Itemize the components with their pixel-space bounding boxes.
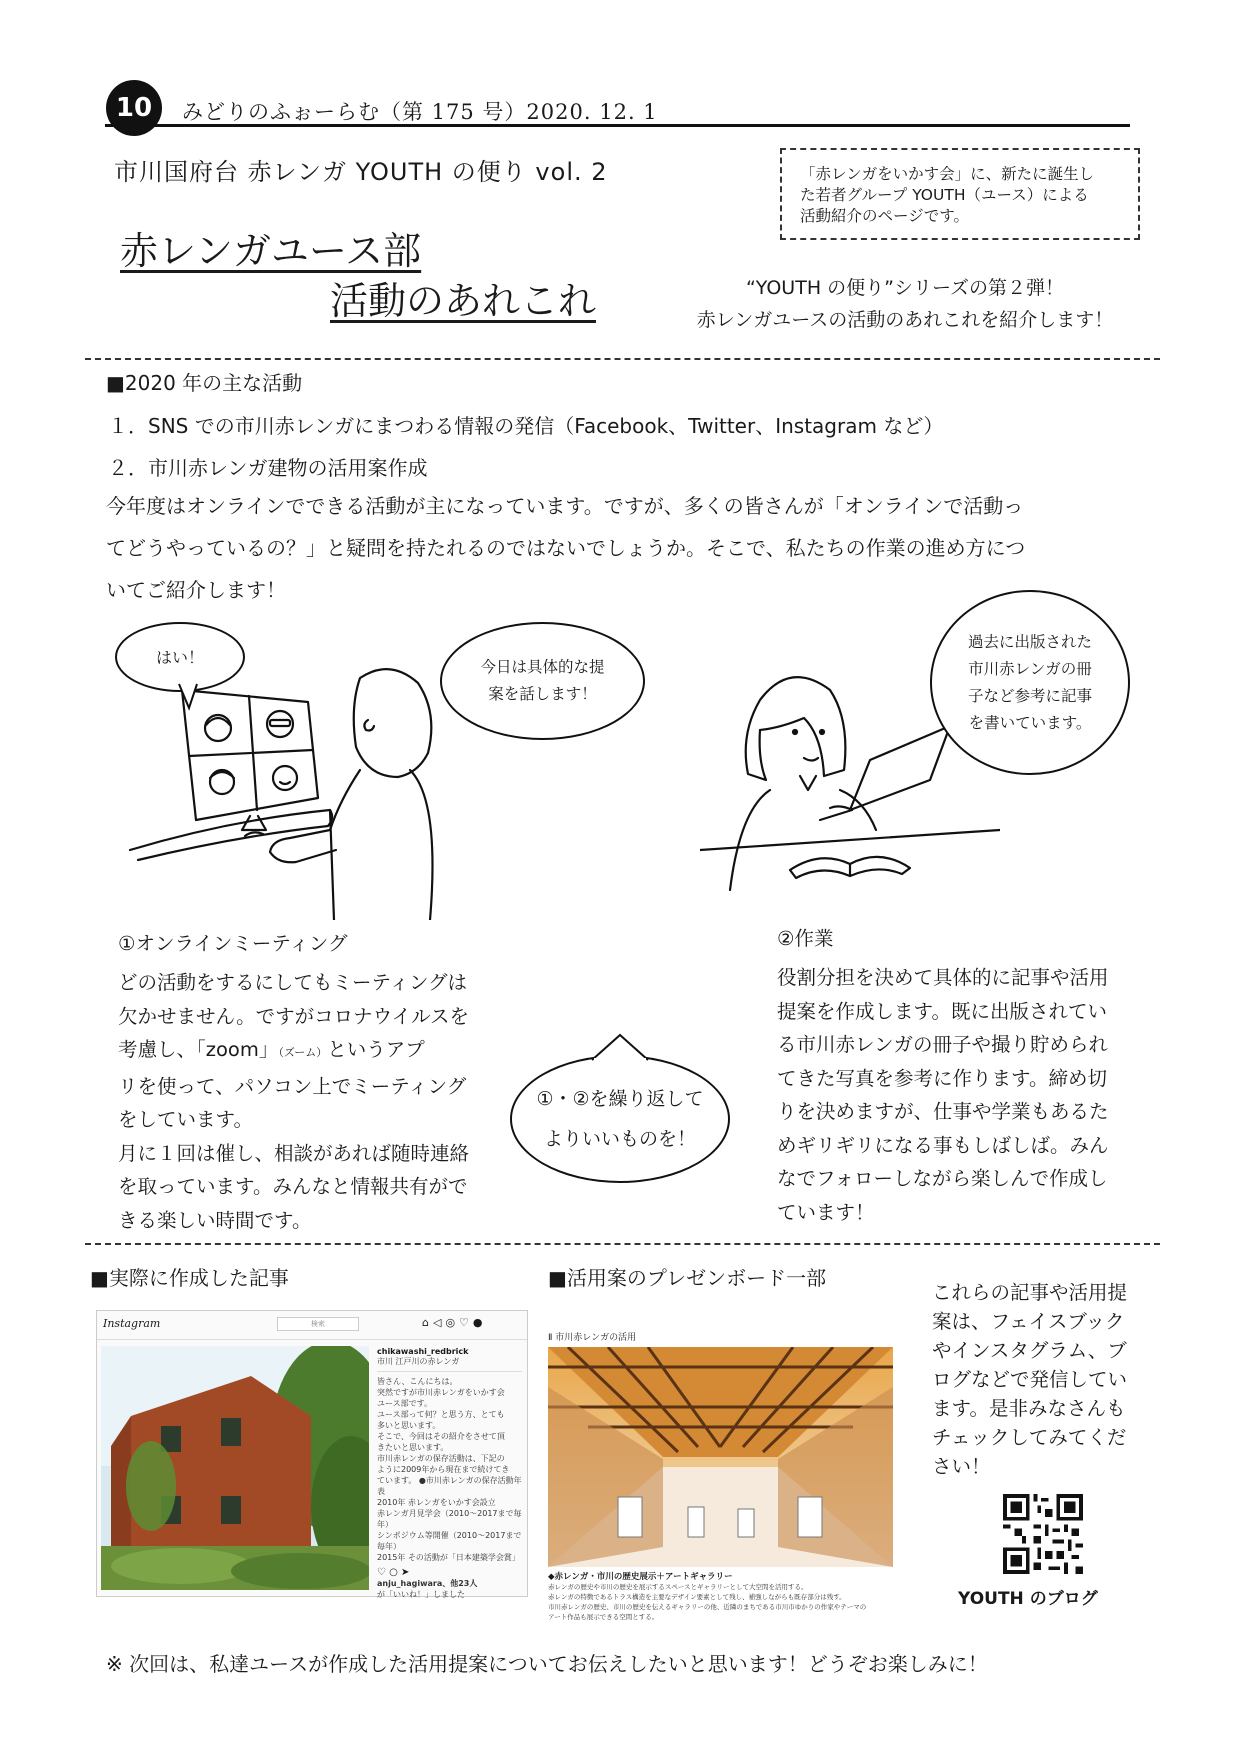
main-title-line2: 活動のあれこれ bbox=[330, 279, 597, 323]
account-name: chikawashi_redbrick bbox=[377, 1347, 469, 1356]
bubble-line: 子など参考に記事 bbox=[967, 686, 1092, 705]
activity-item-1: １．SNS での市川赤レンガにまつわる情報の発信（Facebook、Twitter、Instagram など） bbox=[108, 414, 944, 438]
desc-line: 赤レンガの歴史や市川の歴史を展示するスペースとギャラリーとして大空間を活用する。 bbox=[548, 1583, 808, 1591]
post-action-icons: ♡ ○ ➤ bbox=[377, 1567, 410, 1578]
post-line: 突然ですが市川赤レンガをいかす会 bbox=[377, 1388, 505, 1397]
body-line: きる楽しい時間です。 bbox=[118, 1208, 312, 1232]
work-heading: ②作業 bbox=[777, 927, 834, 950]
body-line: 役割分担を決めて具体的に記事や活用 bbox=[777, 966, 1109, 989]
bubble-past bbox=[930, 590, 1130, 775]
post-rule bbox=[377, 1371, 522, 1372]
post-line: 赤レンガ月見学会（2010〜2017まで毎年） bbox=[377, 1509, 522, 1529]
body-line bbox=[118, 1033, 518, 1070]
post-line: 2010年 赤レンガをいかす会設立 bbox=[377, 1498, 496, 1507]
board-title: Ⅱ 市川赤レンガの活用 bbox=[548, 1333, 637, 1343]
bubble-line: ①・②を繰り返して bbox=[536, 1088, 704, 1110]
body-line: リを使って、パソコン上でミーティング bbox=[118, 1074, 467, 1098]
blog-text bbox=[932, 1278, 1152, 1481]
intro-line: “YOUTH の便り”シリーズの第２弾！ bbox=[745, 277, 1065, 299]
intro-text bbox=[670, 272, 1140, 336]
body-line: をしています。 bbox=[118, 1108, 253, 1131]
qr-code-icon[interactable] bbox=[1003, 1494, 1083, 1574]
body-line: 欠かせません。ですがコロナウイルスを bbox=[118, 1004, 470, 1028]
post-panel bbox=[377, 1347, 522, 1600]
body-line: を取っています。みんなと情報共有がで bbox=[118, 1175, 468, 1198]
info-line: 「赤レンガをいかす会」に、新たに誕生し bbox=[800, 165, 1095, 183]
bubble-tail bbox=[590, 1032, 650, 1062]
activities-heading: ■2020 年の主な活動 bbox=[106, 371, 303, 395]
work-body bbox=[777, 961, 1167, 1229]
body-line: ています！ bbox=[777, 1200, 875, 1224]
gallery-render bbox=[548, 1347, 893, 1567]
bubble-line: 案を話します！ bbox=[488, 685, 597, 703]
body-line: りを決めますが、仕事や学業もあるた bbox=[777, 1100, 1109, 1123]
presentation-heading: ■活用案のプレゼンボード一部 bbox=[548, 1266, 827, 1290]
presentation-board bbox=[548, 1330, 893, 1620]
post-line: ユース部って何？と思う方、とても bbox=[377, 1410, 505, 1419]
body-line: めギリギリになる事もしばしば。みん bbox=[777, 1133, 1109, 1157]
divider-bottom bbox=[85, 1243, 1160, 1245]
zoom-ruby: （ズーム） bbox=[278, 1046, 328, 1059]
post-line: ています。 ●市川赤レンガの保存活動年表 bbox=[377, 1476, 522, 1496]
nav-rule bbox=[97, 1339, 527, 1340]
post-line: そこで、今回はその紹介をさせて頂 bbox=[377, 1432, 505, 1441]
body-line: てきた写真を参考に作ります。締め切 bbox=[777, 1066, 1107, 1090]
instagram-logo: Instagram bbox=[103, 1317, 161, 1330]
bubble-line: よりいいものを！ bbox=[543, 1128, 696, 1150]
articles-heading: ■実際に作成した記事 bbox=[90, 1266, 289, 1290]
zoom-text: 考慮し、「zoom」 bbox=[118, 1038, 279, 1061]
online-meeting-body bbox=[118, 966, 518, 1237]
body-line: 今年度はオンラインでできる活動が主になっています。ですが、多くの皆さんが「オンラインで活動っ bbox=[106, 494, 1024, 518]
header-rule bbox=[105, 124, 1130, 127]
blog-label[interactable]: YOUTH のブログ bbox=[958, 1589, 1098, 1609]
intro-line: 赤レンガユースの活動のあれこれを紹介します！ bbox=[696, 309, 1114, 331]
newsletter-title: みどりのふぉーらむ（第 175 号）2020. 12. 1 bbox=[182, 100, 658, 124]
account-subtitle: 市川 江戸川の赤レンガ bbox=[377, 1357, 460, 1366]
blog-line: さい！ bbox=[932, 1455, 991, 1478]
footer-note: ※ 次回は、私達ユースが作成した活用提案についてお伝えしたいと思います！どうぞお楽しみに！ bbox=[106, 1652, 988, 1676]
bubble-repeat bbox=[510, 1055, 730, 1183]
desc-line: 赤レンガの特徴であるトラス構造を主要なデザイン要素として残し、補強しながらも既存部分は残す。 bbox=[548, 1593, 846, 1601]
post-line: ユース部です。 bbox=[377, 1399, 432, 1408]
body-line: どの活動をするにしてもミーティングは bbox=[118, 971, 468, 994]
nav-icons: ⌂◁◎♡● bbox=[422, 1316, 487, 1329]
info-box bbox=[780, 148, 1140, 240]
body-line: いてご紹介します！ bbox=[106, 578, 286, 602]
activity-item-2: ２．市川赤レンガ建物の活用案作成 bbox=[108, 456, 428, 480]
blog-line: チェックしてみてくだ bbox=[932, 1426, 1127, 1449]
desc-line: アート作品も展示できる空間とする。 bbox=[548, 1613, 659, 1621]
body-line: てどうやっているの？」と疑問を持たれるのではないでしょうか。そこで、私たちの作業の進め方につ bbox=[106, 536, 1026, 560]
bubble-today bbox=[440, 622, 645, 740]
liker-text-2: が「いいね！」しました bbox=[377, 1590, 465, 1599]
post-line: 皆さん、こんにちは。 bbox=[377, 1377, 458, 1386]
search-input: 検索 bbox=[277, 1317, 359, 1331]
post-line: きたいと思います。 bbox=[377, 1443, 449, 1452]
body-line: なでフォローしながら楽しんで作成し bbox=[777, 1167, 1108, 1190]
instagram-screenshot bbox=[96, 1310, 528, 1597]
main-title-line1: 赤レンガユース部 bbox=[120, 229, 422, 273]
board-caption: ◆赤レンガ・市川の歴史展示＋アートギャラリー bbox=[548, 1572, 733, 1582]
blog-line: ます。是非みなさんも bbox=[932, 1397, 1126, 1420]
bubble-line: 過去に出版された bbox=[967, 632, 1092, 651]
post-line: 市川赤レンガの保存活動は、下記の bbox=[377, 1454, 505, 1463]
desc-line: 市川赤レンガの歴史、市川の歴史を伝えるギャラリーの他、近隣のまちである市川市ゆかりの作家やテーマの bbox=[548, 1603, 867, 1611]
bubble-line: 今日は具体的な提 bbox=[480, 658, 605, 676]
blog-line: やインスタグラム、ブ bbox=[932, 1339, 1127, 1362]
zoom-text-post: というアプ bbox=[327, 1038, 425, 1061]
blog-line: これらの記事や活用提 bbox=[932, 1281, 1128, 1304]
bubble-tail bbox=[175, 682, 205, 712]
blog-line: ログなどで発信してい bbox=[932, 1368, 1128, 1391]
info-line: 活動紹介のページです。 bbox=[800, 207, 969, 225]
online-meeting-heading: ①オンラインミーティング bbox=[118, 932, 348, 955]
body-line: 提案を作成します。既に出版されてい bbox=[777, 999, 1107, 1023]
page-number: 10 bbox=[106, 80, 162, 136]
board-desc bbox=[548, 1582, 893, 1622]
body-line: る市川赤レンガの冊子や撮り貯められ bbox=[777, 1033, 1109, 1056]
bubble-text: はい！ bbox=[155, 647, 204, 667]
bubble-line: 市川赤レンガの冊 bbox=[968, 659, 1092, 678]
post-line: 多いと思います。 bbox=[377, 1421, 441, 1430]
post-line: ように2009年から現在まで続けてき bbox=[377, 1465, 510, 1474]
body-line: 月に１回は催し、相談があれば随時連絡 bbox=[118, 1141, 470, 1165]
series-title: 市川国府台 赤レンガ YOUTH の便り vol. 2 bbox=[114, 158, 608, 186]
blog-line: 案は、フェイスブック bbox=[932, 1310, 1125, 1333]
liker-text: anju_hagiwara、他23人 bbox=[377, 1579, 478, 1588]
post-line: シンポジウム等開催（2010〜2017まで毎年） bbox=[377, 1531, 522, 1551]
building-photo bbox=[101, 1346, 369, 1590]
info-line: た若者グループ YOUTH（ユース）による bbox=[800, 186, 1089, 204]
divider-top bbox=[85, 358, 1160, 360]
post-line: 2015年 その活動が「日本建築学会賞」 bbox=[377, 1553, 520, 1562]
bubble-line: を書いています。 bbox=[968, 713, 1092, 732]
